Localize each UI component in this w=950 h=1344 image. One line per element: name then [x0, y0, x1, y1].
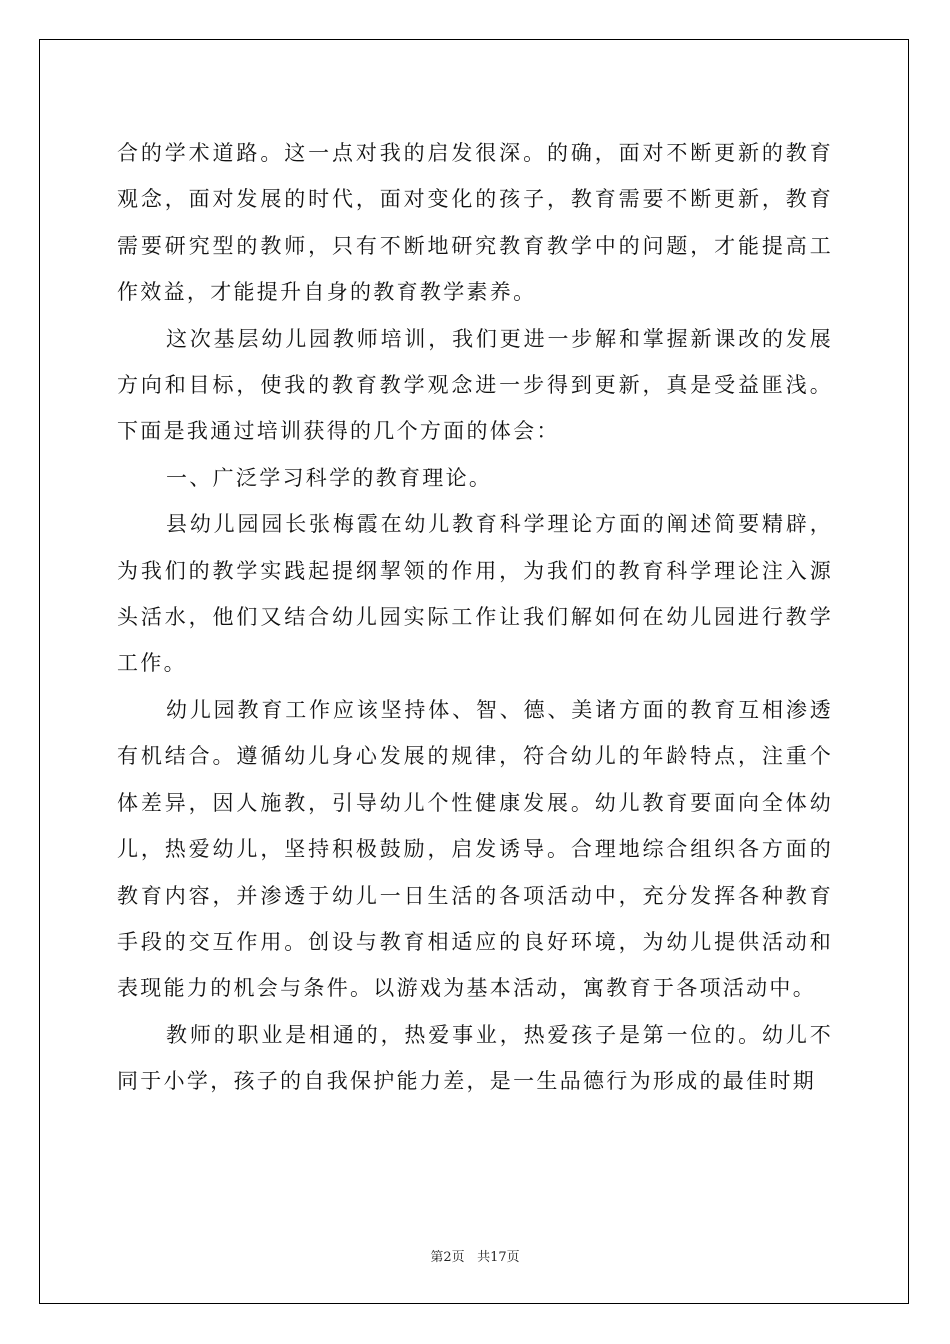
page-total: 共17页 — [477, 1250, 520, 1265]
page-footer — [0, 1246, 950, 1265]
document-body — [117, 130, 833, 1105]
page-number: 第2页 — [430, 1250, 465, 1265]
paragraph-4: 幼儿园教育工作应该坚持体、智、德、美诸方面的教育互相渗透有机结合。遵循幼儿身心发展的规律，符合幼儿的年龄特点，注重个体差异，因人施教，引导幼儿个性健康发展。幼儿教育要面向全体幼儿，热爱幼儿，坚持积极鼓励，启发诱导。合理地综合组织各方面的教育内容，并渗透于幼儿一日生活的各项活动中，充分发挥各种教育手段的交互作用。创设与教育相适应的良好环境，为幼儿提供活动和表现能力的机会与条件。以游戏为基本活动，寓教育于各项活动中。 — [117, 697, 833, 1001]
paragraph-3: 县幼儿园园长张梅霞在幼儿教育科学理论方面的阐述简要精辟，为我们的教学实践起提纲挈领的作用，为我们的教育科学理论注入源头活水，他们又结合幼儿园实际工作让我们解如何在幼儿园进行教学工作。 — [117, 512, 833, 676]
paragraph-5: 教师的职业是相通的，热爱事业，热爱孩子是第一位的。幼儿不同于小学，孩子的自我保护能力差，是一生品德行为形成的最佳时期 — [117, 1022, 833, 1094]
paragraph-2: 这次基层幼儿园教师培训，我们更进一步解和掌握新课改的发展方向和目标，使我的教育教学观念进一步得到更新，真是受益匪浅。下面是我通过培训获得的几个方面的体会： — [117, 326, 833, 444]
section-heading-1: 一、广泛学习科学的教育理论。 — [166, 465, 493, 490]
paragraph-1: 合的学术道路。这一点对我的启发很深。的确，面对不断更新的教育观念，面对发展的时代，面对变化的孩子，教育需要不断更新，教育需要研究型的教师，只有不断地研究教育教学中的问题，才能提高工作效益，才能提升自身的教育教学素养。 — [117, 141, 833, 305]
